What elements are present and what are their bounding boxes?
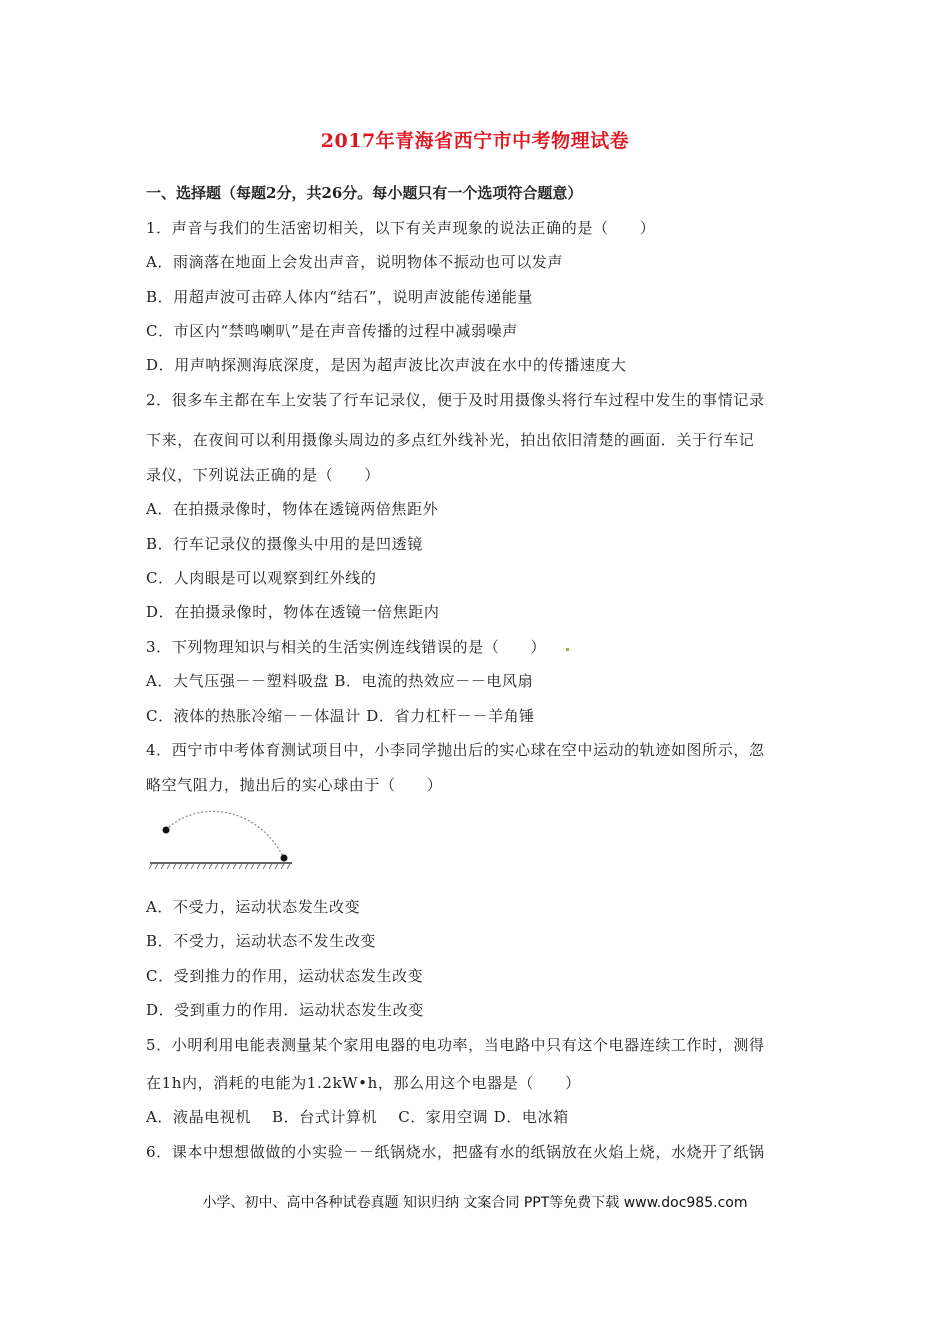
option-2d: D．在拍摄录像时，物体在透镜一倍焦距内 (146, 603, 440, 621)
option-3ab: A．大气压强－－塑料吸盘 B．电流的热效应－－电风扇 (146, 672, 534, 690)
question-3: 3．下列物理知识与相关的生活实例连线错误的是（ ） (146, 638, 547, 656)
option-1b: B．用超声波可击碎人体内“结石”，说明声波能传递能量 (146, 288, 533, 306)
option-5: A．液晶电视机 B．台式计算机 C．家用空调 D．电冰箱 (146, 1108, 569, 1126)
option-1c: C．市区内“禁鸣喇叭”是在声音传播的过程中减弱噪声 (146, 322, 518, 340)
option-4c: C．受到推力的作用，运动状态发生改变 (146, 967, 424, 985)
question-1: 1．声音与我们的生活密切相关，以下有关声现象的说法正确的是（ ） (146, 219, 656, 237)
option-4b: B．不受力，运动状态不发生改变 (146, 932, 377, 950)
question-6-line-1: 6．课本中想想做做的小实验－－纸锅烧水，把盛有水的纸锅放在火焰上烧，水烧开了纸锅 (146, 1143, 765, 1161)
question-4-line-2: 略空气阻力，抛出后的实心球由于（ ） (146, 776, 443, 794)
section-heading: 一、选择题（每题2分，共26分。每小题只有一个选项符合题意） (146, 184, 583, 202)
ground-hatching (149, 864, 290, 869)
option-4a: A．不受力，运动状态发生改变 (146, 898, 361, 916)
stray-mark (566, 648, 569, 651)
question-2-line-3: 录仪，下列说法正确的是（ ） (146, 466, 381, 484)
option-2c: C．人肉眼是可以观察到红外线的 (146, 569, 377, 587)
option-1d: D．用声呐探测海底深度，是因为超声波比次声波在水中的传播速度大 (146, 356, 627, 374)
ball-trajectory-figure (146, 806, 296, 874)
question-4-line-1: 4．西宁市中考体育测试项目中，小李同学抛出后的实心球在空中运动的轨迹如图所示，忽 (146, 741, 765, 759)
trajectory-path (166, 811, 284, 858)
option-3cd: C．液体的热胀冷缩－－体温计 D．省力杠杆－－羊角锤 (146, 707, 535, 725)
ball-end (281, 855, 288, 862)
question-2-line-2: 下来，在夜间可以利用摄像头周边的多点红外线补光，拍出依旧清楚的画面．关于行车记 (146, 431, 755, 449)
page-footer: 小学、初中、高中各种试卷真题 知识归纳 文案合同 PPT等免费下载 www.doc985.com (202, 1195, 748, 1211)
question-2-line-1: 2．很多车主都在车上安装了行车记录仪，便于及时用摄像头将行车过程中发生的事情记录 (146, 391, 765, 409)
option-4d: D．受到重力的作用．运动状态发生改变 (146, 1001, 424, 1019)
option-2a: A．在拍摄录像时，物体在透镜两倍焦距外 (146, 500, 439, 518)
document-title: 2017年青海省西宁市中考物理试卷 (320, 130, 630, 152)
option-2b: B．行车记录仪的摄像头中用的是凹透镜 (146, 535, 423, 553)
ball-start (163, 827, 170, 834)
question-5-line-2: 在1h内，消耗的电能为1.2kW•h，那么用这个电器是（ ） (146, 1074, 581, 1092)
option-1a: A．雨滴落在地面上会发出声音，说明物体不振动也可以发声 (146, 253, 564, 271)
question-5-line-1: 5．小明利用电能表测量某个家用电器的电功率，当电路中只有这个电器连续工作时，测得 (146, 1036, 765, 1054)
